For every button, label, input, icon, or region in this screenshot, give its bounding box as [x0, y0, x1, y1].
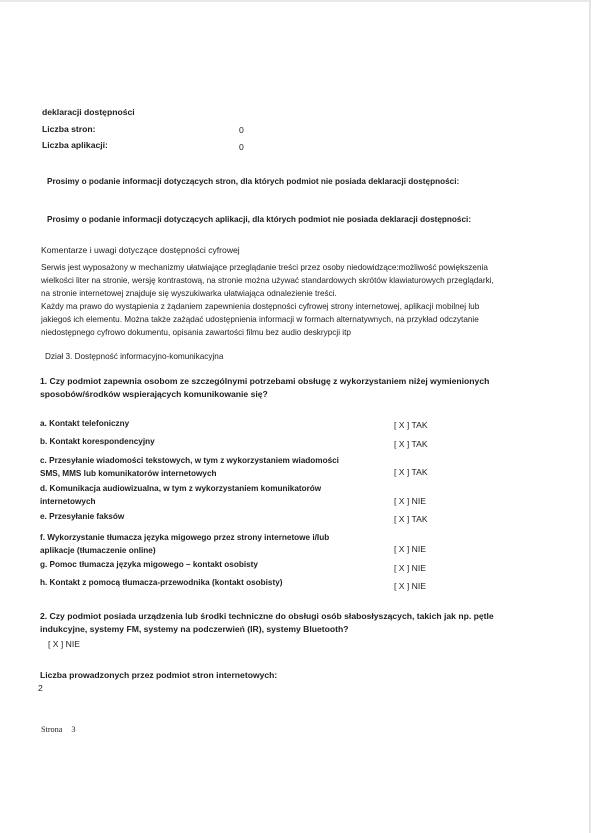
pages-count-label: Liczba stron:	[42, 124, 96, 134]
option-label: c. Przesyłanie wiadomości tekstowych, w tym z wykorzystaniem wiadomości	[40, 456, 339, 465]
apps-count-value: 0	[239, 142, 244, 152]
comments-line: jakiegoś ich elementu. Można także zażądać udostępnienia informacji w formach alternatywnych, na przykład odczytanie	[41, 315, 479, 324]
option-label: b. Kontakt korespondencyjny	[40, 437, 155, 446]
page-number: 3	[71, 725, 76, 734]
comments-line: wielkości liter na stronie, wersję kontrastową, na stronie można używać standardowych skrótów klawiaturowych przeglądarki,	[41, 276, 494, 285]
option-label: g. Pomoc tłumacza języka migowego – kontakt osobisty	[40, 560, 258, 569]
question-2: 2. Czy podmiot posiada urządzenia lub środki techniczne do obsługi osób słabosłyszących, takich jak np. pętle	[40, 611, 494, 621]
option-answer: [ X ] TAK	[394, 467, 428, 477]
option-label: h. Kontakt z pomocą tłumacza-przewodnika (kontakt osobisty)	[40, 578, 283, 587]
option-label-cont: internetowych	[40, 497, 96, 506]
question-1: 1. Czy podmiot zapewnia osobom ze szczególnymi potrzebami obsługę z wykorzystaniem niżej wymienionych	[40, 376, 490, 386]
question-2-answer: [ X ] NIE	[48, 639, 80, 649]
option-answer: [ X ] NIE	[394, 563, 426, 573]
comments-line: niedostępnego cyfrowo dokumentu, opisania zawartości filmu bez audio deskrypcji itp	[41, 328, 351, 337]
section-heading: Dział 3. Dostępność informacyjno-komunikacyjna	[45, 352, 224, 361]
websites-count-value: 2	[38, 683, 43, 693]
comments-heading: Komentarze i uwagi dotyczące dostępności cyfrowej	[41, 245, 240, 255]
option-label-cont: SMS, MMS lub komunikatorów internetowych	[40, 469, 217, 478]
option-answer: [ X ] TAK	[394, 514, 428, 524]
option-label: e. Przesyłanie faksów	[40, 512, 125, 521]
option-label: f. Wykorzystanie tłumacza języka migowego przez strony internetowe i/lub	[40, 533, 330, 542]
comments-line: na stronie internetowej znajduje się wyszukiwarka ułatwiająca odnalezienie treści.	[41, 289, 337, 298]
question-1-cont: sposobów/środków wspierających komunikowanie się?	[40, 389, 268, 399]
apps-without-declaration-request: Prosimy o podanie informacji dotyczących aplikacji, dla których podmiot nie posiada deklaracji dostępności:	[47, 215, 472, 224]
option-label-cont: aplikacje (tłumaczenie online)	[40, 546, 156, 555]
option-label: a. Kontakt telefoniczny	[40, 419, 130, 428]
apps-count-label: Liczba aplikacji:	[42, 140, 108, 150]
option-answer: [ X ] TAK	[394, 439, 428, 449]
question-2-cont: indukcyjne, systemy FM, systemy na podczerwień (IR), systemy Bluetooth?	[40, 624, 349, 634]
scan-edge	[0, 0, 591, 2]
page-footer	[41, 725, 75, 734]
comments-line: Serwis jest wyposażony w mechanizmy ułatwiające przeglądanie treści przez osoby niedowidzące:możliwość powiększenia	[41, 263, 488, 272]
declaration-title: deklaracji dostępności	[42, 107, 135, 117]
comments-line: Każdy ma prawo do wystąpienia z żądaniem zapewnienia dostępności cyfrowej strony internetowej, aplikacji mobilnej lub	[41, 302, 480, 311]
option-answer: [ X ] TAK	[394, 420, 428, 430]
option-answer: [ X ] NIE	[394, 496, 426, 506]
websites-count-label: Liczba prowadzonych przez podmiot stron internetowych:	[40, 670, 278, 680]
option-answer: [ X ] NIE	[394, 581, 426, 591]
pages-count-value: 0	[239, 125, 244, 135]
option-label: d. Komunikacja audiowizualna, w tym z wykorzystaniem komunikatorów	[40, 484, 322, 493]
page-label: Strona	[41, 725, 63, 734]
option-answer: [ X ] NIE	[394, 544, 426, 554]
pages-without-declaration-request: Prosimy o podanie informacji dotyczących stron, dla których podmiot nie posiada deklaracji dostępności:	[47, 177, 460, 186]
